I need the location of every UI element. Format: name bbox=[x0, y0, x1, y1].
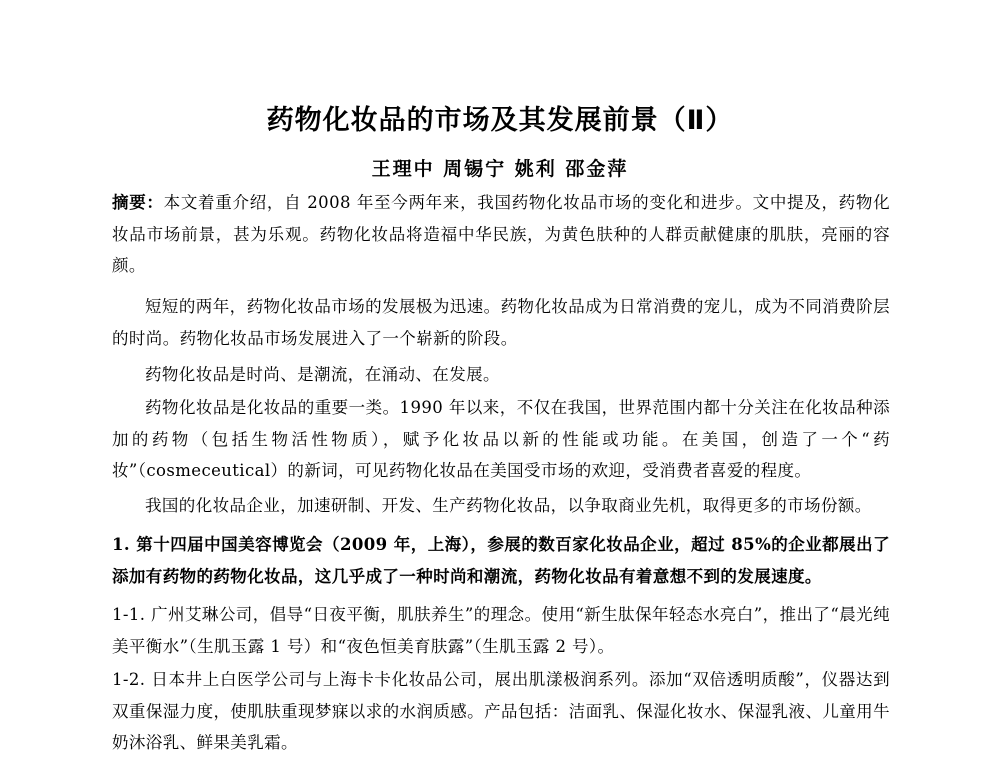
body-paragraph-2: 药物化妆品是时尚、是潮流，在涌动、在发展。 bbox=[145, 365, 500, 384]
item-1-2: 1-2. 日本井上白医学公司与上海卡卡化妆品公司，展出肌漾极润系列。添加“双倍透明质酸”，仪器达到双重保湿力度，使肌肤重现梦寐以求的水润质感。产品包括：洁面乳、保湿化妆水、保湿乳液、儿童用牛奶沐浴乳、鲜果美乳霜。 bbox=[112, 670, 890, 752]
article-title: 药物化妆品的市场及其发展前景（Ⅱ） bbox=[266, 105, 734, 136]
abstract-text: 本文着重介绍，自 2008 年至今两年来，我国药物化妆品市场的变化和进步。文中提及，药物化妆品市场前景，甚为乐观。药物化妆品将造福中华民族，为黄色肤种的人群贡献健康的肌肤，亮丽的容颜。 bbox=[112, 193, 891, 275]
item-1-1: 1-1. 广州艾琳公司，倡导“日夜平衡，肌肤养生”的理念。使用“新生肽保年轻态水亮白”，推出了“晨光纯美平衡水”（生肌玉露 1 号）和“夜色恒美育肤露”（生肌玉露 2 号）。 bbox=[112, 605, 890, 656]
body-paragraph-4: 我国的化妆品企业，加速研制、开发、生产药物化妆品，以争取商业先机，取得更多的市场份额。 bbox=[145, 496, 872, 515]
abstract-label: 摘要： bbox=[112, 193, 164, 212]
article-authors: 王理中 周锡宁 姚利 邵金萍 bbox=[371, 158, 629, 180]
section-1-heading: 1. 第十四届中国美容博览会（2009 年，上海），参展的数百家化妆品企业，超过 85%的企业都展出了添加有药物的药物化妆品，这几乎成了一种时尚和潮流，药物化妆品有着意想不到的发展速度。 bbox=[112, 535, 890, 586]
body-paragraph-1: 短短的两年，药物化妆品市场的发展极为迅速。药物化妆品成为日常消费的宠儿，成为不同消费阶层的时尚。药物化妆品市场发展进入了一个崭新的阶段。 bbox=[112, 297, 890, 348]
abstract-paragraph bbox=[112, 187, 890, 282]
body-paragraph-3: 药物化妆品是化妆品的重要一类。1990 年以来，不仅在我国，世界范围内都十分关注在化妆品种添加的药物（包括生物活性物质），赋予化妆品以新的性能或功能。在美国，创造了一个“药妆”（cosmeceutical）的新词，可见药物化妆品在美国受市场的欢迎，受消费者喜爱的程度。 bbox=[112, 398, 890, 480]
